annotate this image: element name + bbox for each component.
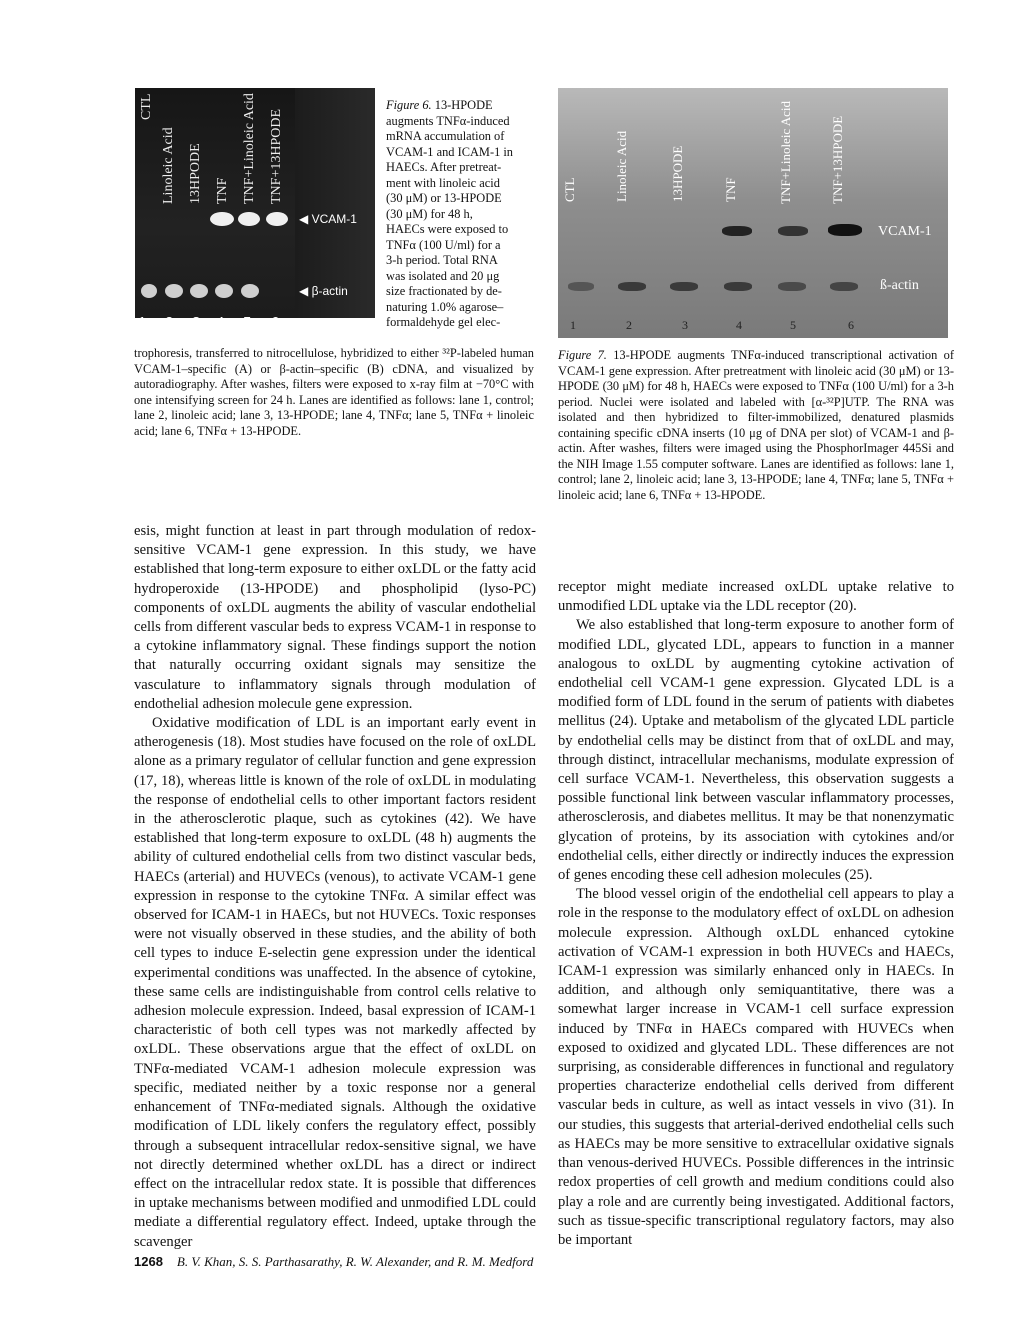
fig7-actin-label: ß-actin bbox=[880, 278, 919, 293]
fig6-lane-header-6: TNF+13HPODE bbox=[269, 108, 284, 204]
fig6-caption-label: Figure 6. bbox=[386, 98, 432, 112]
fig6-caption-line-15: formaldehyde gel elec- bbox=[386, 315, 501, 329]
fig7-lane-header-3: 13HPODE bbox=[670, 145, 685, 202]
fig7-actin-band-5 bbox=[778, 282, 806, 291]
left-column bbox=[134, 522, 536, 1252]
fig6-lane-header-2: Linoleic Acid bbox=[161, 127, 176, 204]
fig7-actin-band-4 bbox=[724, 282, 752, 291]
right-column bbox=[558, 578, 954, 1250]
fig7-actin-band-1 bbox=[568, 282, 594, 291]
fig6-caption-line-2: augments TNFα-induced bbox=[386, 113, 510, 128]
fig6-actin-band-4 bbox=[215, 284, 233, 298]
fig6-caption-line-5: HAECs. After pretreat- bbox=[386, 160, 502, 174]
page-footer bbox=[134, 1254, 533, 1270]
fig6-caption-line-9: HAECs were exposed to bbox=[386, 222, 509, 236]
figure7-gel-image bbox=[558, 88, 948, 338]
fig7-vcam-band-5 bbox=[778, 226, 808, 236]
figure6-gel-label-strip bbox=[295, 88, 375, 318]
figure7-caption bbox=[558, 348, 954, 503]
figure6-caption-top bbox=[386, 98, 536, 331]
fig7-lane-header-1: CTL bbox=[562, 177, 577, 202]
fig7-lane-number-1: 1 bbox=[570, 318, 576, 332]
fig6-actin-band-3 bbox=[190, 284, 208, 298]
fig6-lane-header-4: TNF bbox=[215, 177, 230, 204]
fig6-caption-line-13: size fractionated by de- bbox=[386, 284, 502, 298]
fig7-vcam-label: VCAM-1 bbox=[878, 224, 932, 239]
fig6-caption-line-8: (30 μM) for 48 h, bbox=[386, 206, 473, 221]
fig6-lane-number-5: 5 bbox=[243, 314, 252, 331]
left-paragraph-2: Oxidative modification of LDL is an important early event in atherogenesis (18). Most studies have focused on the role of oxLDL alone as a primary regulator of cellular function and gene expression (17, 18), whereas little is known of the role of oxLDL in modulating the response of endothelial cells to other important factors resident in the atherosclerotic plaque, such as cytokines (42). We have established that long-term exposure to oxLDL (48 h) augments the ability of cultured endothelial cells from two distinct vascular beds, HAECs (arterial) and HUVECs (venous), to activate VCAM-1 gene expression in response to the cytokine TNFα. A similar effect was observed for ICAM-1 in HAECs, but not HUVECs. Toxic responses were not visually observed in these studies, and the ability of both cell types to induce E-selectin gene expression under the identical experimental conditions was unaffected. In the absence of cytokine, these same cells are indistinguishable from control cells relative to adhesion molecule expression. Indeed, basal expression of ICAM-1 characteristic of both cell types was not markedly affected by oxLDL. These observations argue that the effect of oxLDL on TNFα-mediated VCAM-1 adhesion molecule expression was specific, mediated neither by a toxic response nor a general enhancement of TNFα-mediated signals. Although the oxidative modification of LDL likely confers the regulatory effect, possibly through a subsequent intracellular redox-sensitive signal, we have not directly determined whether oxLDL has a direct or indirect effect on the intracellular redox state. It is possible that differences in uptake mechanisms between modified and unmodified LDL could mediate a differential regulatory effect. Indeed, uptake through the scavenger bbox=[134, 715, 536, 1250]
fig7-lane-number-2: 2 bbox=[626, 318, 632, 332]
figure6-gel-image bbox=[135, 88, 295, 318]
fig6-caption-line-7: (30 μM) or 13-HPODE bbox=[386, 191, 502, 205]
left-paragraph-1: esis, might function at least in part through modulation of redox-sensitive VCAM-1 gene expression. In this study, we have established that long-term exposure to either oxLDL or the fatty acid hydroperoxide (13-HPODE) and phospholipid (lyso-PC) components of oxLDL augments the ability of vascular endothelial cells from different vascular beds to express VCAM-1 in response to a cytokine inflammatory signal. These findings support the notion that naturally occurring oxidant signals may sensitize the vasculature to inflammatory signals through modulation of endothelial adhesion molecule gene expression. bbox=[134, 523, 536, 712]
fig6-caption-line-6: ment with linoleic acid bbox=[386, 175, 500, 190]
fig6-lane-number-3: 3 bbox=[192, 314, 201, 331]
fig6-caption-line-1: 13-HPODE bbox=[434, 98, 493, 112]
fig7-lane-header-2: Linoleic Acid bbox=[614, 130, 629, 202]
fig6-vcam-band-6 bbox=[266, 212, 288, 226]
fig6-caption-line-3: mRNA accumulation of bbox=[386, 129, 505, 143]
fig6-caption-line-11: 3-h period. Total RNA bbox=[386, 253, 498, 267]
fig6-vcam-band-5 bbox=[238, 212, 260, 226]
fig7-lane-header-5: TNF+Linoleic Acid bbox=[778, 100, 793, 204]
fig6-lane-header-5: TNF+Linoleic Acid bbox=[242, 93, 257, 204]
right-paragraph-1: receptor might mediate increased oxLDL uptake relative to unmodified LDL uptake via the LDL receptor (20). bbox=[558, 579, 954, 615]
fig7-caption-label: Figure 7. bbox=[558, 348, 607, 362]
fig7-caption-text: 13-HPODE augments TNFα-induced transcriptional activation of VCAM-1 gene expression. After pretreatment with linoleic acid (30 μM) or 13-HPODE (30 μM) for 48 h, HAECs were exposed to TNFα (100 U/ml) for a 3-h period. Nuclei were isolated and labeled with [α-³²P]UTP. The RNA was isolated and then hybridized to filter-immobilized, denatured plasmids containing specific cDNA inserts (10 μg of DNA per slot) of VCAM-1 and β-actin. After washes, filters were imaged using the PhosphorImager 445Si and the NIH Image 1.55 computer software. Lanes are identified as follows: lane 1, control; lane 2, linoleic acid; lane 3, 13-HPODE; lane 4, TNFα; lane 5, TNFα + linoleic acid; lane 6, TNFα + 13-HPODE. bbox=[558, 348, 954, 502]
right-paragraph-3: The blood vessel origin of the endothelial cell appears to play a role in the response to the modulatory effect of oxLDL on adhesion molecule expression. Although oxLDL enhanced cytokine activation of VCAM-1 expression in both HUVECs and HAECs, ICAM-1 expression was similarly enhanced only in HAECs. In addition, and although only semiquantitative, there was a somewhat larger increase in VCAM-1 cell surface expression induced by TNFα in HAECs compared with HUVECs when exposed to oxidized and glycated LDL. These differences are not surprising, as considerable differences in functional and regulatory properties characterize endothelial cells derived from different vascular beds in culture, as well as intact vessels in vivo (31). In our studies, this suggests that arterial-derived endothelial cells such as HAECs may be more sensitive to extracellular oxidative signals than venous-derived HUVECs. Possible differences in the intrinsic redox properties of cell growth and medium conditions could also play a role and are currently being investigated. Additional factors, such as tissue-specific transcriptional regulatory factors, may also be important bbox=[558, 886, 954, 1248]
fig6-lane-number-1: 1 bbox=[138, 314, 147, 331]
fig6-caption-line-14: naturing 1.0% agarose– bbox=[386, 299, 504, 314]
footer-authors: B. V. Khan, S. S. Parthasarathy, R. W. Alexander, and R. M. Medford bbox=[176, 1254, 534, 1269]
fig6-lane-header-3: 13HPODE bbox=[188, 143, 203, 204]
fig7-lane-number-4: 4 bbox=[736, 318, 742, 332]
fig6-caption-line-10: TNFα (100 U/ml) for a bbox=[386, 237, 501, 252]
fig6-lane-number-2: 2 bbox=[165, 314, 174, 331]
fig7-lane-number-3: 3 bbox=[682, 318, 688, 332]
right-paragraph-2: We also established that long-term exposure to another form of modified LDL, glycated LDL, appears to function in a manner analogous to oxLDL by augmenting cytokine activation of endothelial cell VCAM-1 gene expression. Glycated LDL is a modified form of LDL found in the serum of patients with diabetes mellitus (24). Uptake and metabolism of the glycated LDL particle by endothelial cells may be distinct from that of oxLDL and may, through distinct, intracellular mechanisms, modulate expression of cell surface VCAM-1. Nevertheless, this observation suggests a possible functional link between vascular inflammatory processes, atherosclerosis, and diabetes mellitus. It may be that nonenzymatic glycation of proteins, by its association with cytokines and/or endothelial cells, either directly or indirectly induces the expression of genes encoding these cell adhesion molecules (25). bbox=[558, 617, 954, 884]
fig6-caption-line-4: VCAM-1 and ICAM-1 in bbox=[386, 144, 513, 159]
fig6-lane-header-1: CTL bbox=[139, 94, 154, 121]
fig6-actin-band-2 bbox=[165, 284, 183, 298]
fig7-lane-header-6: TNF+13HPODE bbox=[830, 115, 845, 204]
fig6-actin-band-1 bbox=[141, 284, 157, 298]
fig6-vcam-label: ◀ VCAM-1 bbox=[299, 212, 357, 226]
fig6-caption-line-12: was isolated and 20 μg bbox=[386, 268, 500, 283]
fig7-lane-header-4: TNF bbox=[723, 177, 738, 202]
fig7-actin-band-3 bbox=[670, 282, 698, 291]
fig6-actin-label: ◀ β-actin bbox=[299, 284, 348, 298]
fig7-lane-number-5: 5 bbox=[790, 318, 796, 332]
page-number: 1268 bbox=[134, 1254, 163, 1269]
fig6-lane-number-4: 4 bbox=[216, 314, 225, 331]
fig6-lane-number-6: 6 bbox=[271, 314, 280, 331]
fig7-actin-band-6 bbox=[830, 282, 858, 291]
fig6-actin-band-5 bbox=[241, 284, 259, 298]
fig7-actin-band-2 bbox=[618, 282, 646, 291]
figure6-caption-full: trophoresis, transferred to nitrocellulose, hybridized to either ³²P-labeled human VCAM-1–specific (A) or β-actin–specific (B) cDNA, and visualized by autoradiography. After washes, filters were exposed to x-ray film at −70°C with one intensifying screen for 24 h. Lanes are identified as follows: lane 1, control; lane 2, linoleic acid; lane 3, 13-HPODE; lane 4, TNFα; lane 5, TNFα + linoleic acid; lane 6, TNFα + 13-HPODE. bbox=[134, 346, 534, 438]
fig7-vcam-band-6 bbox=[828, 224, 862, 236]
fig6-vcam-band-4 bbox=[210, 212, 234, 226]
fig7-vcam-band-4 bbox=[722, 226, 752, 236]
fig7-lane-number-6: 6 bbox=[848, 318, 854, 332]
